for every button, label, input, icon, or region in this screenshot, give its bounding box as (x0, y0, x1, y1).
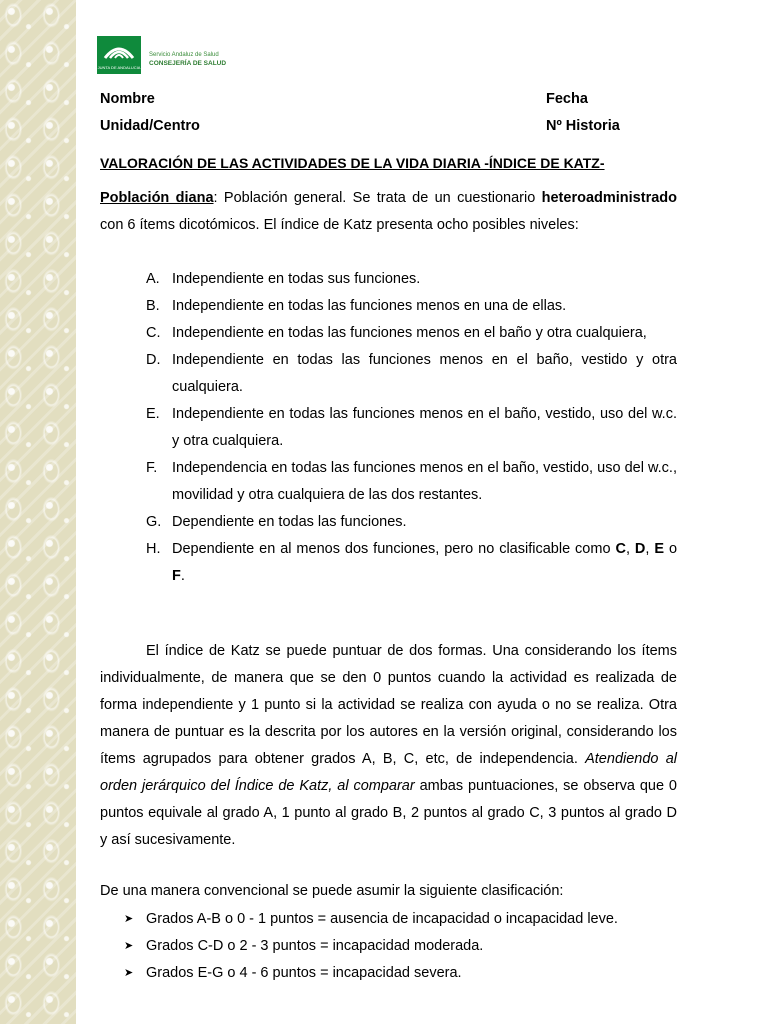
list-text: Independiente en todas las funciones menos en una de ellas. (172, 298, 567, 314)
field-fecha: Fecha (546, 91, 588, 107)
sep: , (625, 541, 635, 557)
list-item (100, 347, 677, 401)
list-item (100, 906, 677, 933)
logo-line-2: CONSEJERÍA DE SALUD (149, 60, 227, 67)
grade-f: F (172, 568, 181, 584)
list-item (100, 960, 677, 987)
list-item (100, 401, 677, 455)
list-text: Grados E-G o 4 - 6 puntos = incapacidad severa. (146, 965, 462, 981)
scoring-text-1: El índice de Katz se puede puntuar de dos formas. Una considerando los ítems individualmente, de manera que se den 0 puntos cuando la actividad es realizada de forma independiente y 1 punto si la actividad se realiza con ayuda o no se realiza. Otra manera de puntuar es la descrita por los autores en la versión original, considerando los ítems agrupados para obtener grados A, B, C, etc, de independencia. (100, 643, 677, 767)
list-item (100, 536, 677, 590)
decorative-side-band (0, 0, 76, 1024)
scoring-paragraph (100, 638, 677, 854)
list-text: Independiente en todas las funciones menos en el baño, vestido y otra cualquiera. (172, 352, 677, 395)
logo-badge-text: JUNTA DE ANDALUCIA (97, 65, 141, 70)
intro-text-2: con 6 ítems dicotómicos. El índice de Katz presenta ocho posibles niveles: (100, 217, 579, 233)
intro-bold: heteroadministrado (541, 190, 677, 206)
field-unidad: Unidad/Centro (100, 118, 200, 134)
sep: , (645, 541, 655, 557)
levels-list (100, 266, 677, 590)
arrow-bullet-icon: ➤ (124, 940, 134, 952)
list-letter: H. (146, 541, 161, 557)
intro-label: Población diana (100, 190, 214, 206)
list-letter: C. (146, 325, 161, 341)
list-text: Independiente en todas las funciones menos en el baño, vestido, uso del w.c. y otra cualquiera. (172, 406, 677, 449)
grade-e: E (654, 541, 665, 557)
grade-d: D (634, 541, 646, 557)
list-letter: B. (146, 298, 160, 314)
field-historia: Nº Historia (546, 118, 620, 134)
list-text: Grados A-B o 0 - 1 puntos = ausencia de incapacidad o incapacidad leve. (146, 911, 618, 927)
list-text: Independiente en todas las funciones menos en el baño y otra cualquiera, (172, 325, 647, 341)
arrow-bullet-icon: ➤ (124, 967, 134, 979)
grade-c: C (615, 541, 626, 557)
list-text: Dependiente en todas las funciones. (172, 514, 407, 530)
list-text: Grados C-D o 2 - 3 puntos = incapacidad moderada. (146, 938, 484, 954)
list-item (100, 320, 677, 347)
list-item (100, 933, 677, 960)
list-letter: D. (146, 352, 161, 368)
arrow-bullet-icon: ➤ (124, 913, 134, 925)
list-item (100, 266, 677, 293)
period: . (180, 568, 185, 584)
list-item (100, 293, 677, 320)
field-nombre: Nombre (100, 91, 155, 107)
scoring-text-2: ambas puntuaciones, se observa que 0 puntos equivale al grado A, 1 punto al grado B, 2 puntos al grado C, 3 puntos al grado D y así sucesivamente. (100, 778, 677, 848)
list-text: Dependiente en al menos dos funciones, pero no clasificable como (172, 541, 616, 557)
junta-andalucia-logo (97, 36, 242, 74)
conj: o (664, 541, 678, 557)
list-letter: F. (146, 460, 158, 476)
logo-mark-icon (97, 36, 141, 74)
document-title: VALORACIÓN DE LAS ACTIVIDADES DE LA VIDA DIARIA -ÍNDICE DE KATZ- (100, 155, 605, 171)
scoring-italic: Atendiendo al orden jerárquico del Índice de Katz, al comparar (100, 751, 678, 794)
list-letter: E. (146, 406, 160, 422)
classification-list (100, 906, 677, 987)
intro-text-1: : Población general. Se trata de un cuestionario (213, 190, 542, 206)
classification-intro: De una manera convencional se puede asumir la siguiente clasificación: (100, 883, 564, 899)
list-text: Independencia en todas las funciones menos en el baño, vestido, uso del w.c., movilidad y otra cualquiera de las dos restantes. (172, 460, 677, 503)
list-text: Independiente en todas sus funciones. (172, 271, 421, 287)
intro-paragraph (100, 185, 677, 239)
list-letter: G. (146, 514, 162, 530)
list-item (100, 455, 677, 509)
list-letter: A. (146, 271, 160, 287)
list-item (100, 509, 677, 536)
logo-line-1: Servicio Andaluz de Salud (149, 52, 219, 58)
